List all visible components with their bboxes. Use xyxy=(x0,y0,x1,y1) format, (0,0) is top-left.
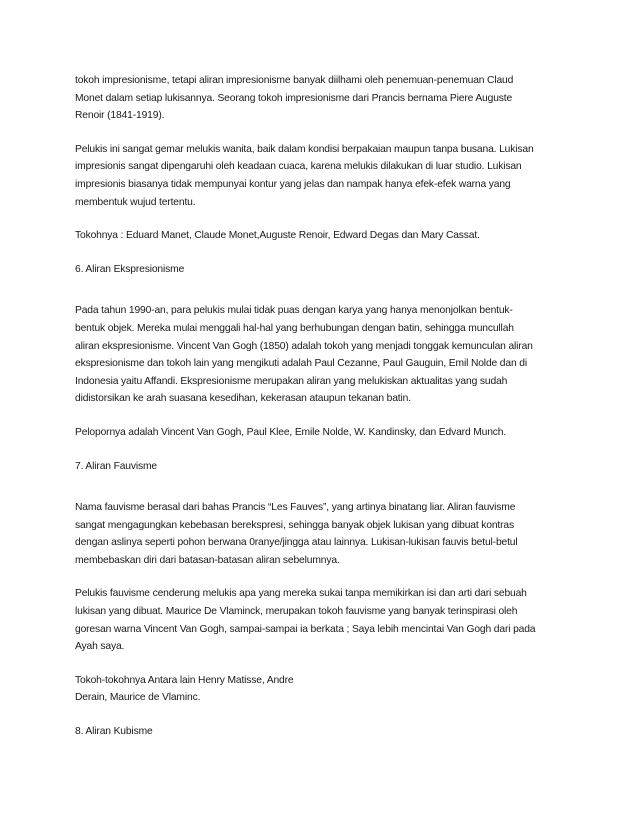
text-line: Monet dalam setiap lukisannya. Seorang tokoh impresionisme dari Prancis bernama Piere Auguste xyxy=(75,92,513,104)
text-line: Tokoh-tokohnya Antara lain Henry Matisse, Andre xyxy=(75,674,294,686)
paragraph-renoir-intro xyxy=(75,72,569,125)
text-line: membebaskan diri dari batasan-batasan aliran sebelumnya. xyxy=(75,554,340,566)
paragraph-fauvisme-description xyxy=(75,499,569,569)
section-heading: 7. Aliran Fauvisme xyxy=(75,460,157,472)
paragraph-impresionis-tokoh xyxy=(75,227,569,245)
text-line: sangat mengagungkan kebebasan berekspresi, sehingga banyak objek lukisan yang dibuat kontras xyxy=(75,519,515,531)
text-line: ekspresionisme dan tokoh lain yang mengikuti adalah Paul Cezanne, Paul Gauguin, Emil Nolde dan di xyxy=(75,358,527,370)
text-line: Tokohnya : Eduard Manet, Claude Monet,Auguste Renoir, Edward Degas dan Mary Cassat. xyxy=(75,230,480,242)
text-line: Indonesia yaitu Affandi. Ekspresionisme merupakan aliran yang melukiskan aktualitas yang sudah xyxy=(75,375,508,387)
text-line: Renoir (1841-1919). xyxy=(75,110,165,122)
section-heading: 6. Aliran Ekspresionisme xyxy=(75,263,185,275)
text-line: Ayah saya. xyxy=(75,641,125,653)
heading-fauvisme xyxy=(75,458,569,476)
section-heading: 8. Aliran Kubisme xyxy=(75,726,153,738)
text-line: goresan warna Vincent Van Gogh, sampai-sampai ia berkata ; Saya lebih mencintai Van Gogh dari pada xyxy=(75,623,536,635)
heading-kubisme xyxy=(75,723,569,741)
paragraph-ekspresionisme-description xyxy=(75,302,569,408)
text-line: tokoh impresionisme, tetapi aliran impresionisme banyak diilhami oleh penemuan-penemuan Claud xyxy=(75,75,514,86)
heading-ekspresionisme xyxy=(75,261,569,279)
text-line: Derain, Maurice de Vlaminc. xyxy=(75,692,201,704)
text-line: membentuk wujud tertentu. xyxy=(75,196,196,208)
paragraph-ekspresionisme-pelopor xyxy=(75,424,569,442)
text-line: Pada tahun 1990-an, para pelukis mulai tidak puas dengan karya yang hanya menonjolkan bentuk- xyxy=(75,305,513,317)
text-line: lukisan yang dibuat. Maurice De Vlaminck, merupakan tokoh fauvisme yang banyak terinspirasi oleh xyxy=(75,606,518,618)
paragraph-impresionis-description xyxy=(75,141,569,211)
text-line: bentuk objek. Mereka mulai menggali hal-hal yang berhubungan dengan batin, sehingga muncullah xyxy=(75,322,514,334)
text-line: Pelopornya adalah Vincent Van Gogh, Paul Klee, Emile Nolde, W. Kandinsky, dan Edvard Munch. xyxy=(75,426,507,438)
paragraph-fauvisme-tokoh xyxy=(75,672,569,707)
text-line: dengan aslinya seperti pohon berwana 0ranye/jingga atau lainnya. Lukisan-lukisan fauvis betul-betul xyxy=(75,537,518,549)
text-line: Pelukis ini sangat gemar melukis wanita, baik dalam kondisi berpakaian maupun tanpa busana. Lukisan xyxy=(75,143,534,155)
text-line: impresionis sangat dipengaruhi oleh keadaan cuaca, karena melukis dilakukan di luar studio. Lukisan xyxy=(75,161,522,173)
text-line: didistorsikan ke arah suasana kesedihan, kekerasan ataupun tekanan batin. xyxy=(75,393,411,405)
text-line: aliran ekspresionisme. Vincent Van Gogh (1850) adalah tokoh yang menjadi tonggak kemunculan aliran xyxy=(75,340,533,352)
text-line: Pelukis fauvisme cenderung melukis apa yang mereka sukai tanpa memikirkan isi dan arti dari sebuah xyxy=(75,588,527,600)
text-line: impresionis biasanya tidak mempunyai kontur yang jelas dan nampak hanya efek-efek warna yang xyxy=(75,178,511,190)
document-page xyxy=(75,72,569,741)
paragraph-fauvisme-pelukis xyxy=(75,585,569,655)
text-line: Nama fauvisme berasal dari bahas Prancis “Les Fauves”, yang artinya binatang liar. Aliran fauvisme xyxy=(75,502,516,514)
